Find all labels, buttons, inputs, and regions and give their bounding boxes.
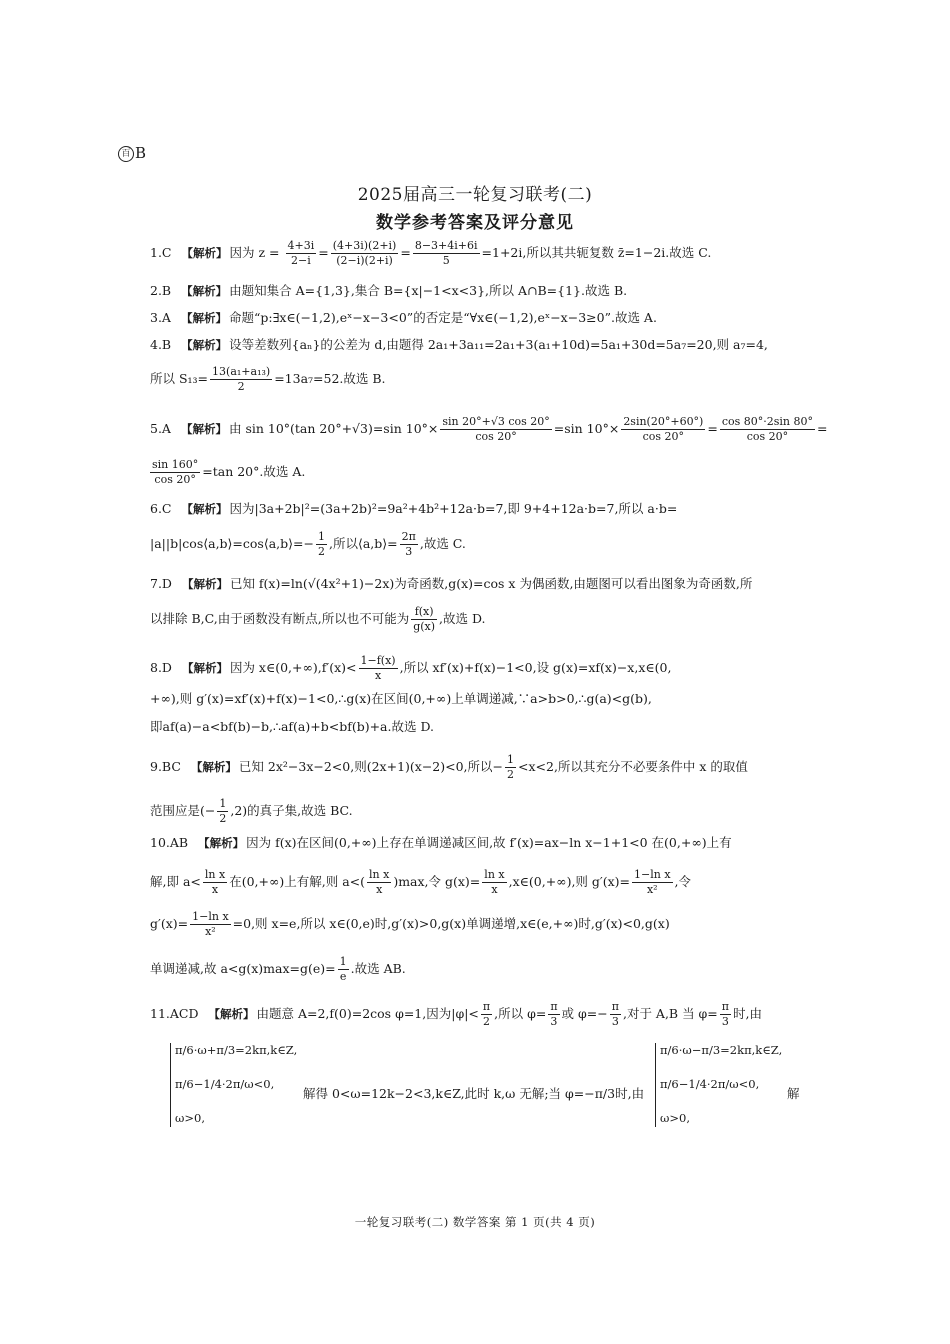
answer-q9-line1 bbox=[150, 753, 800, 782]
q1-f1-num: 4+3i bbox=[287, 239, 315, 252]
answer-q10-line2 bbox=[150, 868, 800, 897]
q6-f2-den: 3 bbox=[405, 545, 413, 558]
answer-title: 数学参考答案及评分意见 bbox=[376, 213, 574, 233]
q11-l1e: 时,由 bbox=[733, 1006, 762, 1021]
q11-sysb-row2: π/6−1/4·2π/ω<0, bbox=[660, 1077, 760, 1091]
q10-l1: 因为 f(x)在区间(0,+∞)上存在单调递减区间,故 f′(x)=ax−ln x−1+1<0 在(0,+∞)上有 bbox=[246, 835, 732, 850]
q10-l2b: 在(0,+∞)上有解,则 a<( bbox=[229, 874, 366, 889]
q4-f-den: 2 bbox=[237, 380, 245, 393]
q7-l1: 已知 f(x)=ln(√(4x²+1)−2x)为奇函数,g(x)=cos x 为偶函数,由题图可以看出图象为奇函数,所 bbox=[229, 576, 753, 591]
q10-l2c: )max,令 g(x)= bbox=[393, 874, 481, 889]
q8-l1a: 因为 x∈(0,+∞),f′(x)< bbox=[229, 660, 357, 675]
q5-frac-2 bbox=[621, 415, 705, 444]
q3-text: 命题“p:∃x∈(−1,2),eˣ−x−3<0”的否定是“∀x∈(−1,2),eˣ−x−3≥0”.故选 A. bbox=[228, 310, 657, 325]
q7-tag: 【解析】 bbox=[181, 577, 228, 591]
q10-number: 10.AB bbox=[150, 835, 189, 850]
q8-l1b: ,所以 xf′(x)+f(x)−1<0,设 g(x)=xf(x)−x,x∈(0, bbox=[399, 660, 672, 675]
q11-end-text: 解 bbox=[787, 1086, 800, 1101]
q5-d: = bbox=[817, 421, 828, 436]
q6-f-den: 2 bbox=[317, 545, 325, 558]
q1-text-a: 因为 z = bbox=[229, 245, 280, 260]
q1-frac-2 bbox=[331, 239, 399, 268]
q2-text: 由题知集合 A={1,3},集合 B={x|−1<x<3},所以 A∩B={1}.故选 B. bbox=[229, 283, 628, 298]
q9-f2-num: 1 bbox=[219, 797, 227, 810]
q3-tag: 【解析】 bbox=[180, 311, 227, 325]
q10-l3b: =0,则 x=e,所以 x∈(0,e)时,g′(x)>0,g(x)单调递增,x∈(e,+∞)时,g′(x)<0,g(x) bbox=[232, 916, 670, 931]
q11-system-a bbox=[170, 1043, 297, 1127]
answer-q8-line1 bbox=[150, 654, 800, 683]
q10-frac-5 bbox=[190, 910, 231, 939]
q5-frac-1 bbox=[440, 415, 551, 444]
q3-number: 3.A bbox=[150, 310, 171, 325]
q9-l1b: <x<2,所以其充分不必要条件中 x 的取值 bbox=[518, 759, 748, 774]
q10-f6-num: 1 bbox=[339, 955, 347, 968]
q2-number: 2.B bbox=[150, 283, 172, 298]
q11-frac-4 bbox=[720, 1000, 731, 1029]
q10-l2e: ,令 bbox=[674, 874, 692, 889]
q5-f1-den: cos 20° bbox=[475, 430, 517, 443]
q10-l2d: ,x∈(0,+∞),则 g′(x)= bbox=[508, 874, 631, 889]
q5-f2-num: 2sin(20°+60°) bbox=[623, 415, 704, 428]
q10-f1-den: x bbox=[211, 883, 219, 896]
q11-tag: 【解析】 bbox=[208, 1007, 255, 1021]
q7-l2a: 以排除 B,C,由于函数没有断点,所以也不可能为 bbox=[150, 611, 410, 626]
q11-f3-den: 3 bbox=[611, 1015, 619, 1028]
q7-frac bbox=[411, 605, 437, 634]
q4-l2b: =13a₇=52.故选 B. bbox=[274, 371, 386, 386]
q6-f-num: 1 bbox=[317, 530, 325, 543]
q4-l2a: 所以 S₁₃= bbox=[150, 371, 209, 386]
q11-l1b: ,所以 φ= bbox=[494, 1006, 547, 1021]
answer-q1 bbox=[150, 239, 800, 268]
q10-f1-num: ln x bbox=[204, 868, 226, 881]
q4-number: 4.B bbox=[150, 337, 172, 352]
q4-tag: 【解析】 bbox=[181, 338, 228, 352]
q10-frac-1 bbox=[203, 868, 227, 897]
q7-f-num: f(x) bbox=[411, 605, 437, 620]
q9-f-num: 1 bbox=[507, 753, 514, 766]
q10-f5-num: 1−ln x bbox=[192, 910, 229, 923]
q6-f2-num: 2π bbox=[401, 530, 416, 543]
q5-a: 由 sin 10°(tan 20°+√3)=sin 10°× bbox=[228, 421, 439, 436]
q4-f-num: 13(a₁+a₁₃) bbox=[212, 365, 271, 378]
q5-frac-4 bbox=[150, 458, 200, 487]
q5-number: 5.A bbox=[150, 421, 171, 436]
q11-l1a: 由题意 A=2,f(0)=2cos φ=1,因为|φ|< bbox=[256, 1006, 479, 1021]
q1-f3-num: 8−3+4i+6i bbox=[414, 239, 478, 252]
q11-system-b bbox=[655, 1043, 782, 1127]
q10-l4b: .故选 AB. bbox=[350, 961, 406, 976]
q9-l2b: ,2)的真子集,故选 BC. bbox=[230, 803, 353, 818]
q1-eq2: = bbox=[400, 245, 411, 260]
q11-f1-den: 2 bbox=[483, 1015, 490, 1028]
q1-f1-den: 2−i bbox=[291, 254, 311, 267]
q10-l4a: 单调递减,故 a<g(x)max=g(e)= bbox=[150, 961, 336, 976]
q11-l1c: 或 φ=− bbox=[561, 1006, 608, 1021]
q11-f2-num: π bbox=[550, 1000, 558, 1013]
q2-tag: 【解析】 bbox=[181, 284, 228, 298]
q10-f2-den: x bbox=[376, 883, 383, 896]
q10-frac-2 bbox=[367, 868, 391, 897]
q6-frac-2 bbox=[400, 530, 418, 559]
q1-frac-1 bbox=[286, 239, 317, 268]
page-footer: 一轮复习联考(二) 数学答案 第 1 页(共 4 页) bbox=[354, 1215, 596, 1229]
answer-q5-line1 bbox=[150, 415, 828, 444]
q11-frac-3 bbox=[610, 1000, 621, 1029]
q5-e: =tan 20°.故选 A. bbox=[202, 464, 306, 479]
q9-l2a: 范围应是(− bbox=[150, 803, 216, 818]
answer-q5-line2 bbox=[150, 458, 800, 487]
q10-l3a: g′(x)= bbox=[150, 916, 189, 931]
answer-q10-line1 bbox=[150, 834, 800, 852]
q5-b: =sin 10°× bbox=[553, 421, 620, 436]
q8-frac bbox=[359, 654, 398, 683]
q10-f3-den: x bbox=[491, 883, 498, 896]
answer-q3 bbox=[150, 309, 800, 327]
q5-c: = bbox=[707, 421, 718, 436]
q6-frac-1 bbox=[316, 530, 327, 559]
q10-f6-den: e bbox=[339, 970, 347, 983]
q1-eq1: = bbox=[318, 245, 329, 260]
q5-f4-den: cos 20° bbox=[154, 473, 196, 486]
q5-f4-num: sin 160° bbox=[152, 458, 199, 471]
q9-l1a: 已知 2x²−3x−2<0,则(2x+1)(x−2)<0,所以− bbox=[238, 759, 503, 774]
answer-q10-line4 bbox=[150, 955, 800, 984]
q5-tag: 【解析】 bbox=[180, 422, 227, 436]
q10-f5-den: x² bbox=[205, 925, 216, 938]
q11-f4-num: π bbox=[721, 1000, 730, 1013]
q5-frac-3 bbox=[720, 415, 815, 444]
q6-l2a: |a||b|cos⟨a,b⟩=cos⟨a,b⟩=− bbox=[150, 536, 314, 551]
answer-q7-line1 bbox=[150, 575, 800, 593]
exam-title: 2025届高三一轮复习联考(二) bbox=[357, 185, 593, 205]
q10-f2-num: ln x bbox=[369, 868, 390, 881]
q11-frac-1 bbox=[481, 1000, 492, 1029]
q11-sysb-row3: ω>0, bbox=[660, 1111, 690, 1125]
answer-q7-line2 bbox=[150, 605, 800, 634]
q10-tag: 【解析】 bbox=[198, 836, 245, 850]
q1-f2-num: (4+3i)(2+i) bbox=[332, 239, 397, 252]
q8-number: 8.D bbox=[150, 660, 172, 675]
q4-frac bbox=[210, 365, 272, 394]
answer-q6-line1 bbox=[150, 500, 800, 518]
q1-number: 1.C bbox=[150, 245, 172, 260]
answer-q4-line2 bbox=[150, 365, 800, 394]
q8-l2: +∞),则 g′(x)=xf′(x)+f(x)−1<0,∴g(x)在区间(0,+∞)上单调递减,∵a>b>0,∴g(a)<g(b), bbox=[150, 691, 652, 706]
q5-f3-den: cos 20° bbox=[746, 430, 789, 443]
q11-f4-den: 3 bbox=[721, 1015, 729, 1028]
q11-sysa-row1: π/6·ω+π/3=2kπ,k∈Z, bbox=[175, 1043, 298, 1057]
q5-f1-num: sin 20°+√3 cos 20° bbox=[442, 415, 550, 428]
q11-number: 11.ACD bbox=[150, 1006, 199, 1021]
answer-q9-line2 bbox=[150, 797, 800, 826]
q9-frac-2 bbox=[217, 797, 228, 826]
q5-f2-den: cos 20° bbox=[642, 430, 685, 443]
answer-q4-line1 bbox=[150, 336, 800, 354]
answer-q11-line1 bbox=[150, 1000, 800, 1029]
q5-f3-num: cos 80°·2sin 80° bbox=[721, 415, 814, 428]
q8-l3: 即af(a)−a<bf(b)−b,∴af(a)+b<bf(b)+a.故选 D. bbox=[150, 719, 435, 734]
answer-q8-line2 bbox=[150, 690, 800, 708]
q1-f3-den: 5 bbox=[442, 254, 450, 267]
q11-f3-num: π bbox=[611, 1000, 619, 1013]
q11-sysa-row2: π/6−1/4·2π/ω<0, bbox=[175, 1077, 275, 1091]
q11-sysa-row3: ω>0, bbox=[175, 1111, 205, 1125]
corner-mark bbox=[118, 144, 146, 162]
q1-text-b: =1+2i,所以其共轭复数 z̄=1−2i.故选 C. bbox=[481, 245, 712, 260]
answer-q2 bbox=[150, 282, 800, 300]
q10-l2a: 解,即 a< bbox=[150, 874, 201, 889]
answer-q10-line3 bbox=[150, 910, 800, 939]
q10-frac-3 bbox=[482, 868, 506, 897]
q11-f1-num: π bbox=[482, 1000, 491, 1013]
q6-l1: 因为|3a+2b|²=(3a+2b)²=9a²+4b²+12a·b=7,即 9+4+12a·b=7,所以 a·b= bbox=[229, 501, 678, 516]
q11-frac-2 bbox=[548, 1000, 559, 1029]
q6-l2b: ,所以⟨a,b⟩= bbox=[328, 536, 398, 551]
answer-q8-line3 bbox=[150, 718, 800, 736]
q10-f3-num: ln x bbox=[484, 868, 505, 881]
q7-number: 7.D bbox=[150, 576, 172, 591]
q9-tag: 【解析】 bbox=[190, 760, 237, 774]
q6-tag: 【解析】 bbox=[181, 502, 228, 516]
q10-frac-6 bbox=[338, 955, 349, 984]
q1-frac-3 bbox=[413, 239, 480, 268]
q4-text: 设等差数列{aₙ}的公差为 d,由题得 2a₁+3a₁₁=2a₁+3(a₁+10d)=5a₁+30d=5a₇=20,则 a₇=4, bbox=[229, 337, 768, 352]
corner-letter: B bbox=[135, 144, 147, 162]
q6-number: 6.C bbox=[150, 501, 172, 516]
q9-f-den: 2 bbox=[507, 768, 514, 781]
q7-f-den: g(x) bbox=[413, 620, 436, 633]
q11-middle-text: 解得 0<ω=12k−2<3,k∈Z,此时 k,ω 无解;当 φ=−π/3时,由 bbox=[303, 1086, 645, 1101]
q8-f-num: 1−f(x) bbox=[360, 654, 396, 667]
q1-tag: 【解析】 bbox=[181, 246, 228, 260]
q10-f4-den: x² bbox=[646, 883, 658, 896]
q9-f2-den: 2 bbox=[219, 812, 227, 825]
answer-q6-line2 bbox=[150, 530, 800, 559]
q6-l2c: ,故选 C. bbox=[419, 536, 466, 551]
circle-mark: 百 bbox=[118, 146, 134, 162]
q8-tag: 【解析】 bbox=[181, 661, 228, 675]
q11-l1d: ,对于 A,B 当 φ= bbox=[622, 1006, 718, 1021]
q10-frac-4 bbox=[632, 868, 673, 897]
q1-f2-den: (2−i)(2+i) bbox=[336, 254, 393, 267]
q8-f-den: x bbox=[374, 669, 382, 682]
q9-number: 9.BC bbox=[150, 759, 181, 774]
q10-f4-num: 1−ln x bbox=[634, 868, 671, 881]
q9-frac-1 bbox=[505, 753, 516, 782]
q7-l2b: ,故选 D. bbox=[439, 611, 486, 626]
q11-sysb-row1: π/6·ω−π/3=2kπ,k∈Z, bbox=[660, 1043, 783, 1057]
q11-f2-den: 3 bbox=[550, 1015, 558, 1028]
